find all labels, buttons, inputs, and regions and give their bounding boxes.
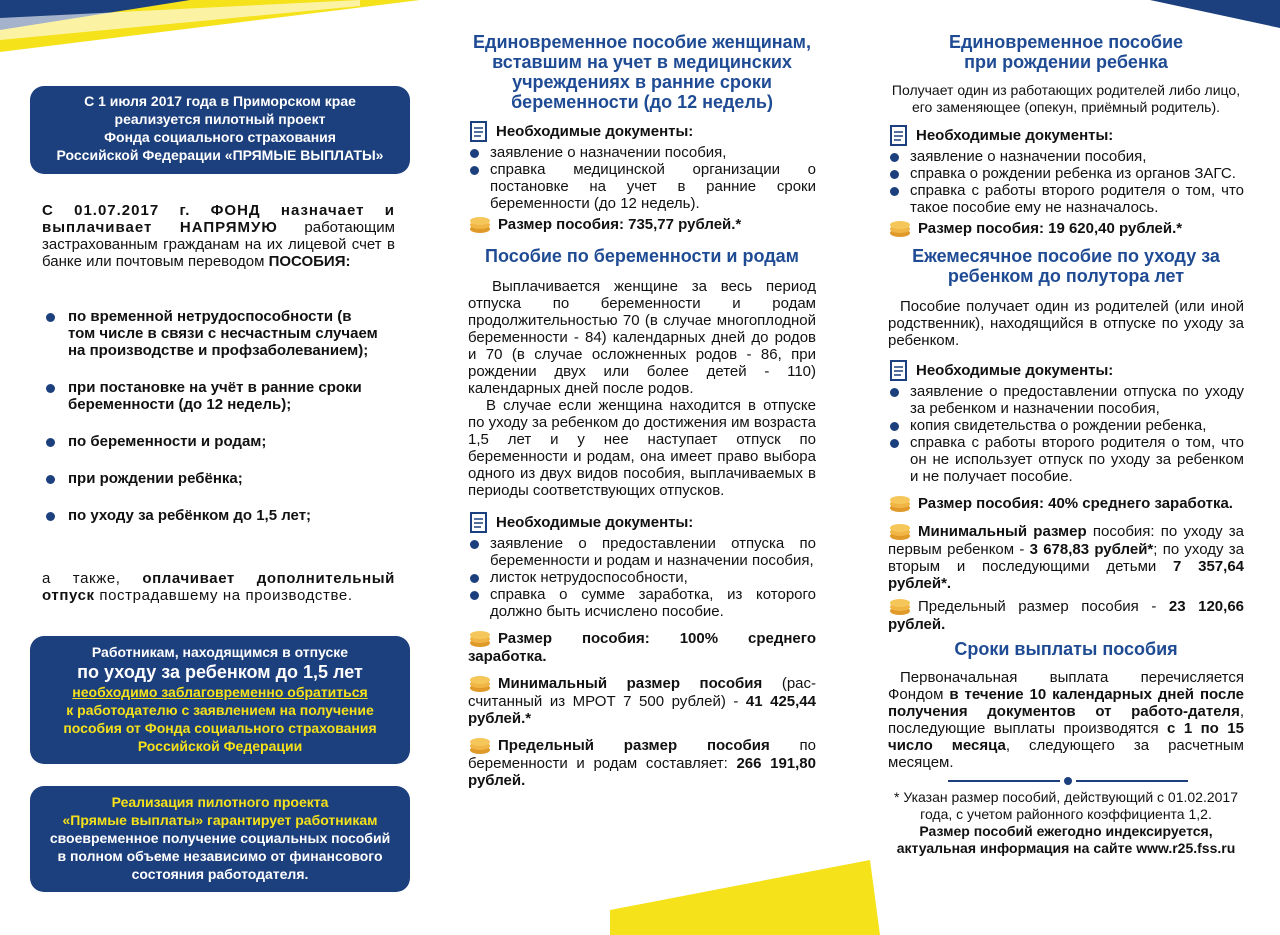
box3-line: в полном объеме независимо от финансового — [57, 848, 383, 864]
document-icon — [888, 124, 910, 148]
coins-icon — [888, 220, 912, 238]
additional-leave-text — [42, 570, 395, 604]
size-line — [888, 220, 1244, 238]
document-icon — [468, 511, 490, 535]
coins-icon — [468, 630, 492, 648]
box2-highlight: по уходу за ребенком до 1,5 лет — [77, 662, 363, 682]
terms-text: , последующие выплаты производятся — [888, 703, 1244, 738]
maternity-paragraph: В случае если женщина находится в отпуске по уходу за ребенком до достижения им возраста 1,5 лет и у нее наступает отпуск по беременности и родам, она имеет право выбора одного из двух видов пособия, выплачиваемых в периоды соответствующих отпусков. — [468, 397, 816, 500]
size-line — [468, 630, 816, 665]
box3-line: «Прямые выплаты» гарантирует работникам — [62, 812, 378, 828]
pilot-line: С 1 июля 2017 года в Приморском крае — [84, 93, 356, 109]
benefit-item: при постановке на учёт в ранние сроки беременности (до 12 недель); — [40, 379, 380, 413]
min-size-line — [468, 675, 816, 727]
intro-normal: работающим застрахованным гражданам на их лицевой счет в банке или почтовым переводом — [42, 219, 395, 270]
min-text: пособия: по уходу за первым ребенком - — [888, 523, 1244, 559]
min-text: ; по уходу за вторым и последующими детьми — [888, 541, 1244, 576]
docs-heading — [468, 120, 816, 144]
min-value: 41 425,44 рублей.* — [468, 693, 816, 728]
min-size-line — [888, 523, 1244, 592]
guarantee-box — [30, 786, 410, 892]
doc-item: листок нетрудоспособности, — [468, 569, 816, 586]
terms-bold: с 1 по 15 число месяца — [888, 720, 1244, 755]
docs-heading — [468, 511, 816, 535]
size-text: Размер пособия: 19 620,40 рублей.* — [918, 220, 1183, 237]
box2-yellow: Российской Федерации — [137, 738, 303, 754]
box3-line: Реализация пилотного проекта — [111, 794, 329, 810]
coins-icon — [888, 598, 912, 616]
right-column — [888, 32, 1244, 857]
pilot-line: Фонда социального страхования — [104, 129, 336, 145]
footnote: * Указан размер пособий, действующий с 01.02.2017 года, с учетом районного коэффициента 1,2. — [894, 789, 1238, 823]
also-bold: оплачивает дополнительный отпуск — [42, 570, 395, 604]
max-bold: Предельный размер пособия — [498, 737, 770, 755]
doc-item: справка с работы второго родителя о том, что такое пособие ему не назначалось. — [888, 182, 1244, 216]
document-icon — [468, 120, 490, 144]
terms-bold: в течение 10 календарных дней после получения документов от работо-дателя — [888, 686, 1244, 721]
benefit-item: при рождении ребёнка; — [40, 470, 380, 487]
pilot-line: реализуется пилотный проект — [114, 111, 326, 127]
divider — [888, 775, 1244, 787]
coins-icon — [468, 675, 492, 693]
box2-line: Работникам, находящимся в отпуске — [91, 644, 349, 660]
birth-benefit-title: Единовременное пособие при рождении ребенка — [948, 32, 1184, 72]
max-size-line — [888, 598, 1244, 633]
early-pregnancy-title: Единовременное пособие женщинам, вставшим на учет в медицинских учреждениях в ранние сроки беременности (до 12 недель) — [473, 32, 811, 112]
docs-label: Необходимые документы: — [916, 362, 1114, 379]
max-text: Предельный размер пособия - — [918, 598, 1169, 616]
parental-leave-box — [30, 636, 410, 764]
doc-item: справка о рождении ребенка из органов ЗАГС. — [888, 165, 1244, 182]
also-end: пострадавшему на производстве. — [94, 587, 353, 604]
min-value: 3 678,83 рублей* — [1029, 541, 1154, 559]
doc-item: справка медицинской организации о постановке на учет в ранние сроки беременности (до 12 недель). — [468, 161, 816, 212]
docs-label: Необходимые документы: — [496, 514, 694, 531]
doc-item: справка с работы второго родителя о том, что он не использует отпуск по уходу за ребенком и не получает пособие. — [888, 434, 1244, 485]
pilot-project-box — [30, 86, 410, 174]
size-text: Размер пособия: 40% среднего заработка. — [918, 495, 1233, 513]
coins-icon — [888, 523, 912, 541]
doc-item: заявление о предоставлении отпуска по беременности и родам и назначении пособия, — [468, 535, 816, 569]
terms-text: Первоначальная выплата перечисляется Фондом — [888, 669, 1244, 704]
docs-heading — [888, 124, 1244, 148]
size-text: Размер пособия: 100% среднего заработка. — [468, 630, 816, 666]
terms-text: , следующего за расчетным месяцем. — [888, 737, 1244, 772]
doc-item: заявление о предоставлении отпуска по уходу за ребенком и назначении пособия, — [888, 383, 1244, 417]
childcare-title: Ежемесячное пособие по уходу за ребенком до полутора лет — [912, 246, 1220, 287]
intro-posobiya: ПОСОБИЯ: — [268, 253, 351, 270]
intro-bold: С 01.07.2017 г. ФОНД назначает и выплачивает НАПРЯМУЮ — [42, 202, 395, 236]
box2-yellow: необходимо заблаговременно обратиться — [72, 684, 368, 700]
coins-icon — [468, 216, 492, 234]
also-normal: а также, — [42, 570, 143, 587]
docs-heading — [888, 359, 1244, 383]
intro-text — [42, 202, 395, 270]
box3-line: состояния работодателя. — [131, 866, 309, 882]
payment-terms-paragraph — [888, 669, 1244, 771]
size-text: Размер пособия: 735,77 рублей.* — [498, 216, 742, 233]
max-value: 23 120,66 рублей. — [888, 598, 1244, 634]
benefit-list — [40, 308, 380, 524]
max-value: 266 191,80 рублей. — [468, 755, 816, 790]
box2-yellow: к работодателю с заявлением на получение — [66, 702, 374, 718]
doc-item: справка о сумме заработка, из которого должно быть исчислено пособие. — [468, 586, 816, 620]
min-bold: Минимальный размер — [918, 523, 1087, 541]
document-icon — [888, 359, 910, 383]
doc-item: копия свидетельства о рождении ребенка, — [888, 417, 1244, 434]
size-line — [888, 495, 1244, 513]
benefit-item: по беременности и родам; — [40, 433, 380, 450]
max-text: по беременности и родам составляет: — [468, 737, 816, 773]
birth-intro: Получает один из работающих родителей либо лицо, его заменяющее (опекун, приёмный родитель). — [891, 82, 1241, 115]
max-size-line — [468, 737, 816, 789]
docs-label: Необходимые документы: — [916, 126, 1114, 144]
footnote-bold: Размер пособий ежегодно индексируется, актуальная информация на сайте www.r25.fss.ru — [896, 823, 1236, 857]
middle-column — [468, 32, 816, 789]
size-line — [468, 216, 816, 234]
docs-label: Необходимые документы: — [496, 122, 694, 140]
min-text: (рас-считанный из МРОТ 7 500 рублей) - — [468, 675, 817, 711]
min-value: 7 357,64 рублей*. — [888, 558, 1244, 593]
min-bold: Минимальный размер пособия — [498, 675, 763, 693]
payment-terms-title: Сроки выплаты пособия — [954, 639, 1178, 660]
box2-yellow: пособия от Фонда социального страхования — [63, 720, 377, 736]
doc-item: заявление о назначении пособия, — [468, 144, 816, 161]
childcare-paragraph: Пособие получает один из родителей (или иной родственник), находящийся в отпуске по уходу за ребенком. — [888, 298, 1244, 350]
pilot-line: Российской Федерации «ПРЯМЫЕ ВЫПЛАТЫ» — [56, 147, 384, 163]
benefit-item: по уходу за ребёнком до 1,5 лет; — [40, 507, 380, 524]
maternity-paragraph: Выплачивается женщине за весь период отпуска по беременности и родам продолжительностью 70 (в случае многоплодной беременности - 84) календарных дней до родов и 70 (в случае осложненных родов - 86, при рождении двух или более детей - 110) календарных дней после родов. — [468, 278, 816, 398]
coins-icon — [888, 495, 912, 513]
coins-icon — [468, 737, 492, 755]
benefit-item: по временной нетрудоспособности (в том числе в связи с несчастным случаем на производстве и профзаболеванием); — [40, 308, 380, 359]
box3-line: своевременное получение социальных пособий — [49, 830, 391, 846]
maternity-title: Пособие по беременности и родам — [485, 246, 799, 267]
doc-item: заявление о назначении пособия, — [888, 148, 1244, 165]
